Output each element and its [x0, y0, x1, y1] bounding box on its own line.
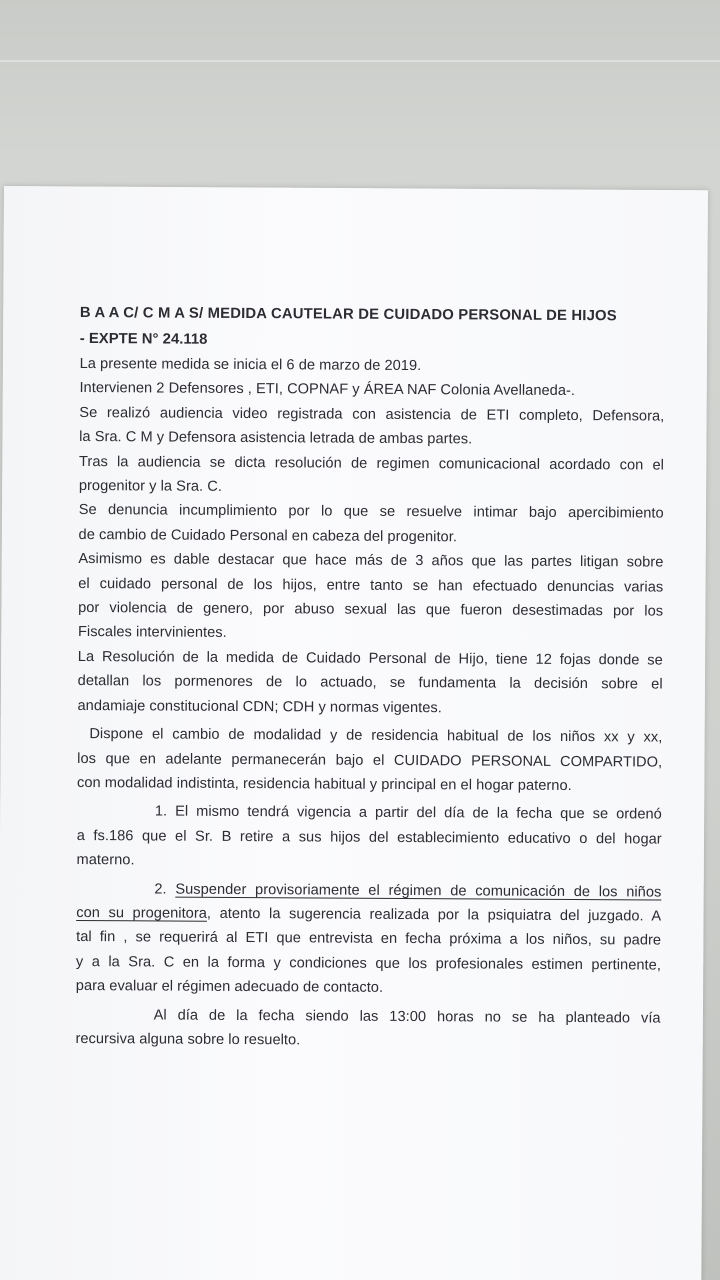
document-body: [75, 300, 665, 1055]
text-line: Al día de la fecha siendo las 13:00 horas no se ha planteado vía: [153, 1007, 661, 1027]
underlined-text: con su progenitora: [76, 904, 208, 922]
text-fragment: , atento la sugerencia realizada por la psiquiatra del juzgado. A: [206, 905, 662, 925]
text-line: el cuidado personal de los hijos, entre tanto se han efectuado denuncias varias: [78, 575, 664, 596]
text-line: para evaluar el régimen adecuado de contacto.: [75, 978, 384, 997]
text-line: 1. El mismo tendrá vigencia a partir del día de la fecha que se ordenó: [154, 803, 662, 823]
background-wall-line: [0, 60, 720, 62]
text-line: detallan los pormenores de lo actuado, se fundamenta la decisión sobre el: [77, 673, 663, 693]
list-number: 2.: [154, 880, 176, 898]
paragraph-litigation: [78, 547, 664, 648]
paragraph-hearing: [79, 401, 664, 453]
text-line: recursiva alguna sobre lo resuelto.: [75, 1030, 301, 1049]
text-line: Intervienen 2 Defensores , ETI, COPNAF y ÁREA NAF Colonia Avellaneda-.: [79, 380, 576, 400]
paragraph-start-date: [80, 352, 665, 380]
title-line-2: - EXPTE N° 24.118: [79, 330, 208, 348]
text-line: los que en adelante permanecerán bajo el CUIDADO PERSONAL COMPARTIDO,: [77, 750, 663, 771]
text-line: andamiaje constitucional CDN; CDH y normas vigentes.: [77, 697, 442, 716]
text-line: por violencia de genero, por abuso sexual las que fueron desestimadas por los: [78, 600, 664, 620]
text-line: La Resolución de la medida de Cuidado Personal de Hijo, tiene 12 fojas donde se: [77, 648, 663, 669]
paragraph-closing: [75, 1003, 660, 1055]
paragraph-resolution: [79, 450, 664, 502]
text-line: Tras la audiencia se dicta resolución de regimen comunicacional acordado con el: [78, 453, 665, 474]
text-line: Fiscales intervinientes.: [77, 624, 227, 642]
text-line: Dispone el cambio de modalidad y de residencia habitual de los niños xx y xx,: [89, 726, 663, 746]
paragraph-dispone: [77, 722, 662, 799]
text-line: materno.: [76, 852, 135, 869]
text-line: [76, 901, 661, 929]
document-title: [80, 300, 665, 356]
text-line: la Sra. C M y Defensora asistencia letrada de ambas partes.: [79, 429, 473, 448]
list-item-2: [76, 877, 662, 1003]
text-line: y a la Sra. C en la forma y condiciones que los profesionales estimen pertinente,: [75, 953, 661, 974]
underlined-text: Suspender provisoriamente el régimen de comunicación de los niños: [175, 881, 662, 901]
text-line: a fs.186 que el Sr. B retire a sus hijos del establecimiento educativo o del hogar: [76, 827, 662, 848]
title-line-1: B A A C/ C M A S/ MEDIDA CAUTELAR DE CUIDADO PERSONAL DE HIJOS: [79, 304, 617, 325]
text-line: con modalidad indistinta, residencia habitual y principal en el hogar paterno.: [77, 774, 572, 794]
paragraph-resolution-details: [77, 645, 662, 722]
paragraph-intervening: [79, 376, 664, 404]
text-line: Asimismo es dable destacar que hace más de 3 años que las partes litigan sobre: [78, 551, 664, 571]
paragraph-noncompliance: [78, 498, 663, 550]
text-line: La presente medida se inicia el 6 de marzo de 2019.: [79, 355, 422, 375]
text-line: [76, 877, 661, 905]
text-line: Se denuncia incumplimiento por lo que se resuelve intimar bajo apercibimiento: [78, 502, 664, 523]
text-line: Se realizó audiencia video registrada con asistencia de ETI completo, Defensora,: [79, 404, 665, 425]
text-line: tal fin , se requerirá al ETI que entrevista en fecha próxima a los niños, su padre: [76, 929, 662, 949]
list-item-1: [77, 799, 662, 876]
text-line: progenitor y la Sra. C.: [78, 478, 223, 495]
text-line: de cambio de Cuidado Personal en cabeza del progenitor.: [78, 526, 457, 546]
